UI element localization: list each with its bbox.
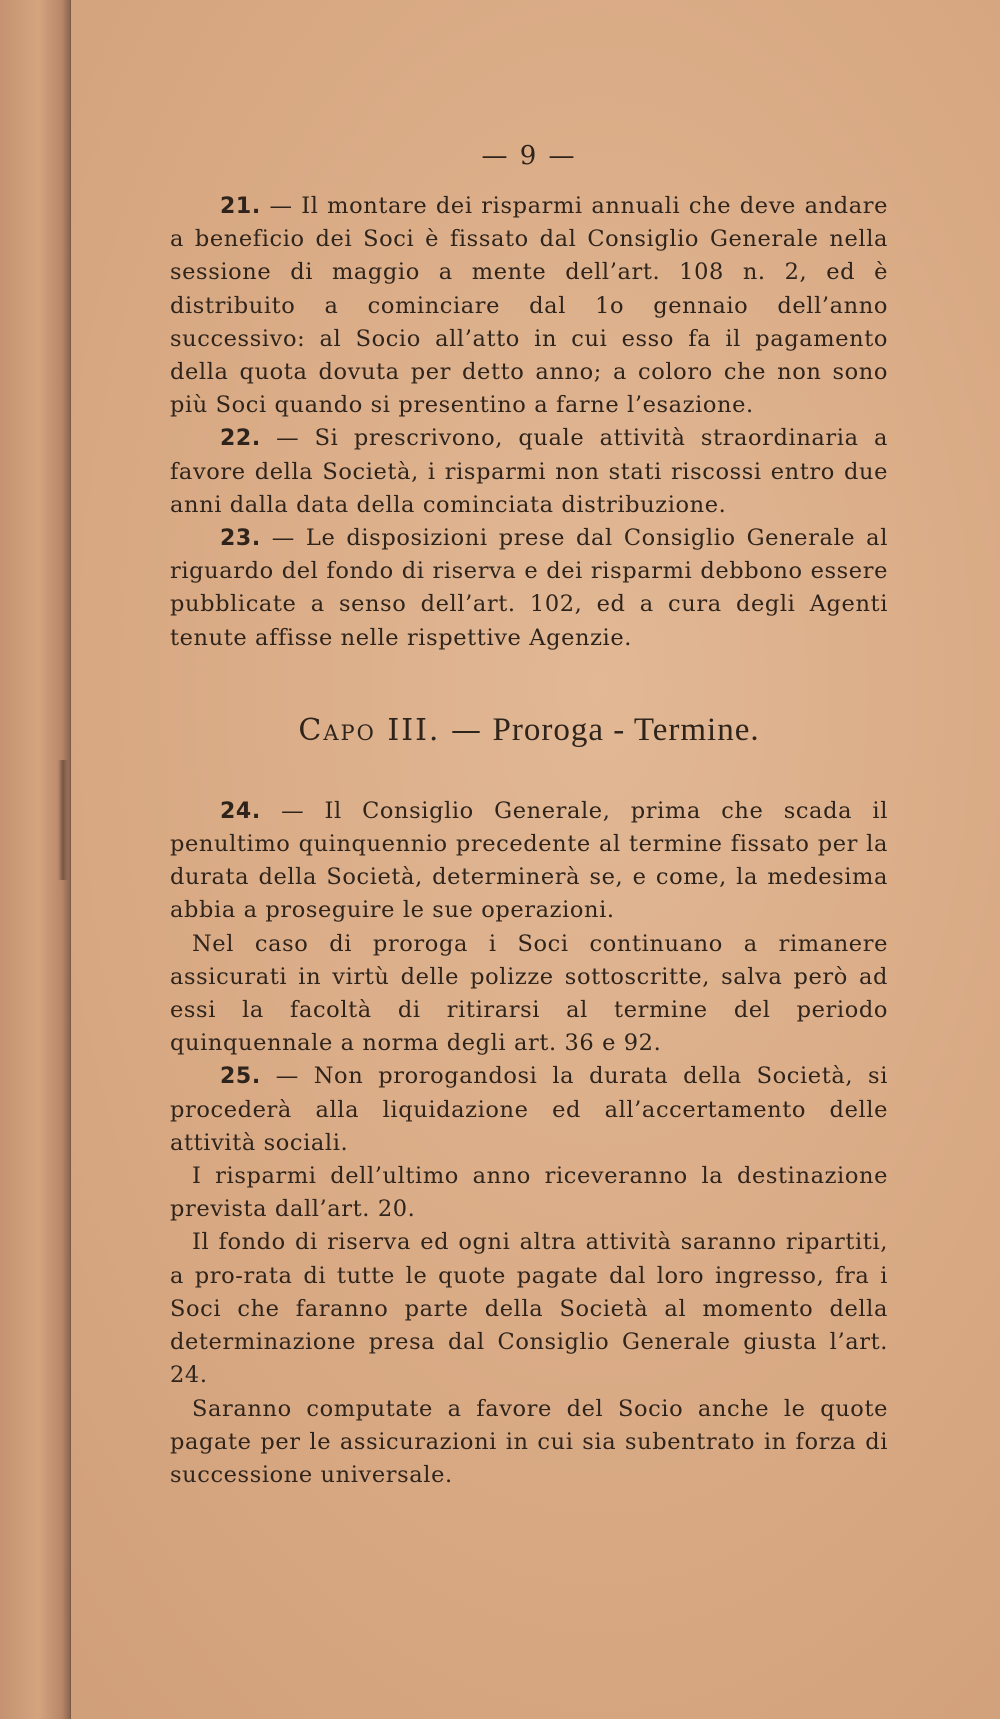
book-spine	[0, 0, 71, 1719]
chapter-heading	[170, 710, 888, 751]
article-25	[170, 1060, 888, 1160]
article-25-paragraph-4: Saranno computate a favore del Socio anche le quote pagate per le assicurazioni in cui sia subentrato in forza di successione universale.	[170, 1395, 888, 1488]
article-dash: —	[260, 425, 315, 452]
article-24	[170, 795, 888, 928]
article-24-paragraph-2: Nel caso di proroga i Soci continuano a rimanere assicurati in virtù delle polizze sottoscritte, salva però ad essi la facoltà di ritirarsi al termine del periodo quinquennale a norma degli art. 36 e 92.	[170, 930, 888, 1057]
article-number: 24.	[220, 798, 261, 824]
article-text: Non prorogandosi la durata della Società, si procederà alla liquidazione ed all’accertamento delle attività sociali.	[170, 1063, 889, 1156]
article-number: 25.	[220, 1064, 261, 1090]
article-25-paragraph-3: Il fondo di riserva ed ogni altra attività saranno ripartiti, a pro-rata di tutte le quote pagate dal loro ingresso, fra i Soci che faranno parte della Società al momento della determinazione presa dal Consiglio Generale giusta l’art. 24.	[170, 1229, 888, 1389]
article-22	[170, 422, 888, 522]
article-text: Il montare dei risparmi annuali che deve andare a beneficio dei Soci è fissato dal Consiglio Generale nella sessione di maggio a mente dell’art. 108 n. 2, ed è distribuito a cominciare dal 1o gennaio dell’anno successivo: al Socio all’atto in cui esso fa il pagamento della quota dovuta per detto anno; a coloro che non sono più Soci quando si presentino a farne l’esazione.	[170, 193, 889, 419]
article-dash: —	[260, 193, 302, 219]
article-text: Le disposizioni prese dal Consiglio Generale al riguardo del fondo di riserva e dei risparmi debbono essere pubblicate a senso dell’art. 102, ed a cura degli Agenti tenute affisse nelle rispettive Agenzie.	[170, 525, 888, 651]
article-23	[170, 522, 888, 655]
chapter-label: Capo III.	[298, 712, 441, 748]
article-number: 22.	[220, 426, 261, 452]
article-21	[170, 190, 888, 422]
article-dash: —	[260, 797, 325, 824]
spine-crease	[58, 760, 68, 880]
article-dash: —	[260, 525, 306, 552]
chapter-separator: —	[440, 712, 493, 748]
page-text-block	[170, 140, 888, 1492]
article-text: Il Consiglio Generale, prima che scada il penultimo quinquennio precedente al termine fissato per la durata della Società, determinerà se, e come, la medesima abbia a proseguire le sue operazioni.	[170, 797, 888, 924]
article-text: Si prescrivono, quale attività straordinaria a favore della Società, i risparmi non stati riscossi entro due anni dalla data della cominciata distribuzione.	[170, 425, 888, 518]
article-25-paragraph-2: I risparmi dell’ultimo anno riceveranno la destinazione prevista dall’art. 20.	[170, 1163, 888, 1223]
article-dash: —	[260, 1063, 314, 1090]
article-number: 23.	[220, 526, 261, 552]
article-number: 21.	[220, 194, 261, 219]
chapter-title: Proroga - Termine.	[492, 711, 760, 748]
page-number: — 9 —	[481, 141, 577, 171]
